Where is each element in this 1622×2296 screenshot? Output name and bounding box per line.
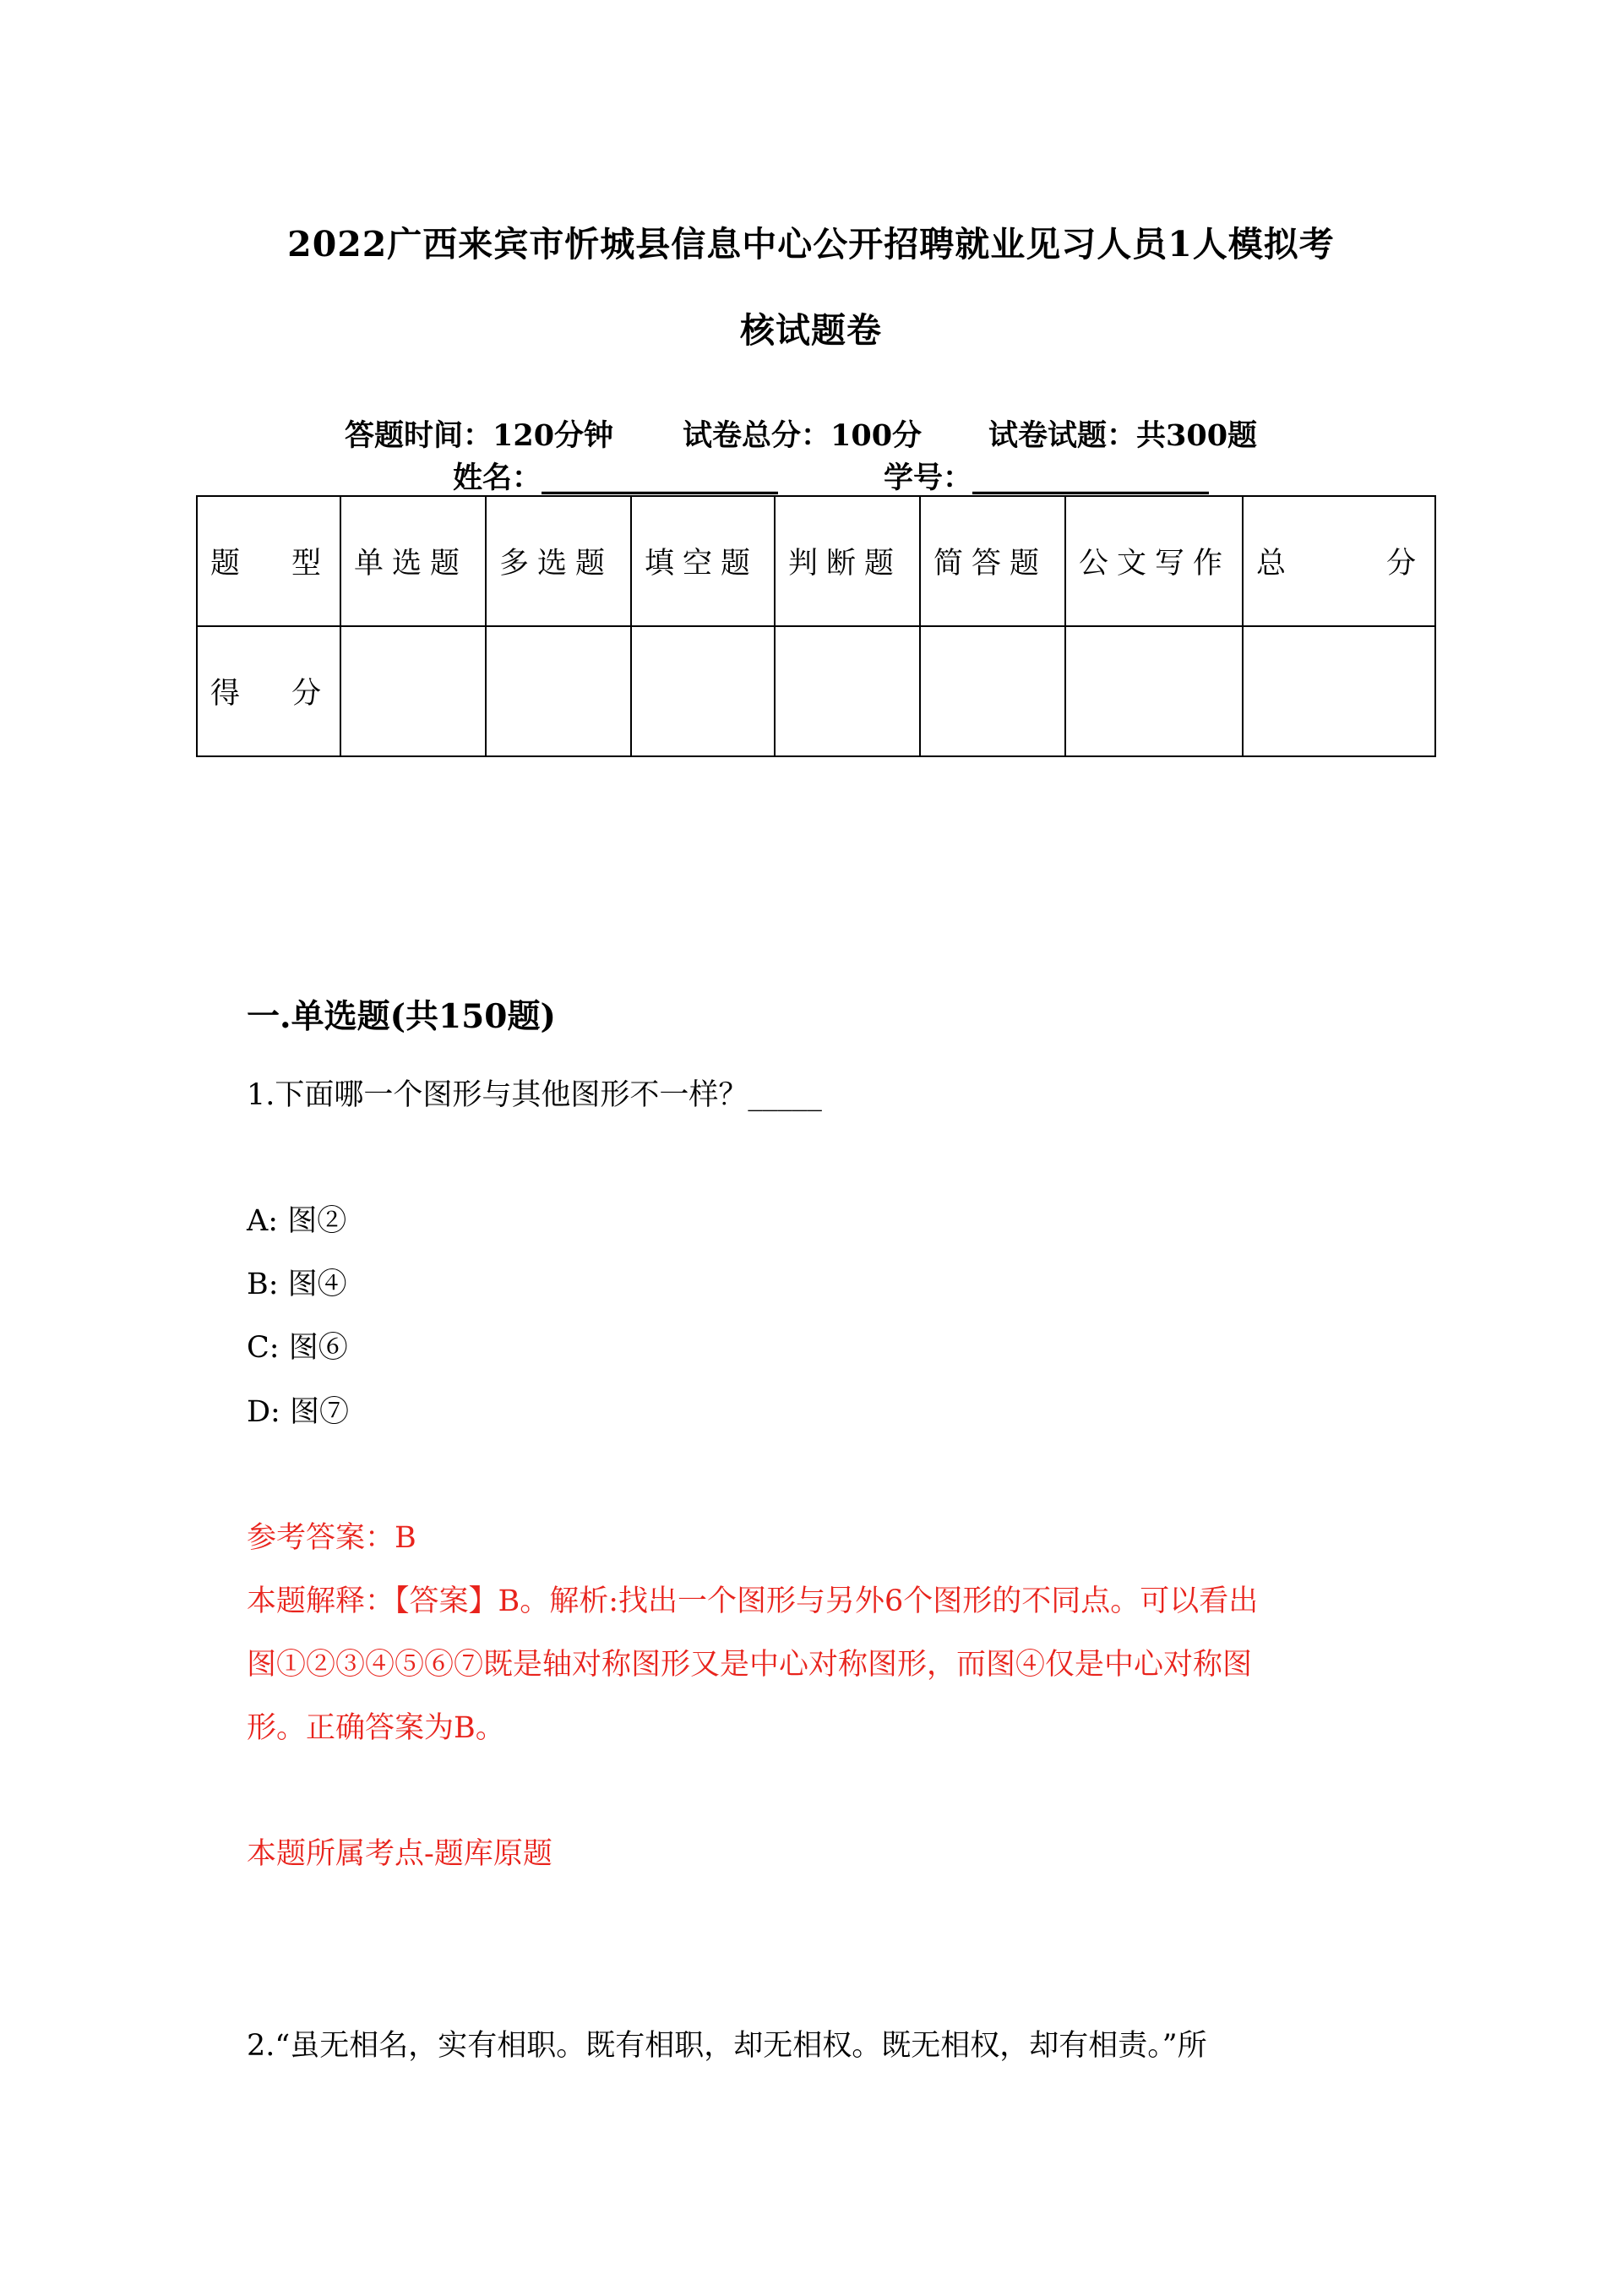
name-field: 姓名：________________ <box>453 461 779 495</box>
explanation-line-3: 形。正确答案为B。 <box>247 1711 505 1745</box>
col-short-answer: 简答题 <box>920 496 1065 626</box>
score-label-cell <box>197 626 340 756</box>
col-true-false: 判断题 <box>775 496 920 626</box>
exam-time: 答题时间：120分钟 <box>345 418 614 453</box>
option-d: D: 图⑦ <box>247 1395 349 1429</box>
col-fill-blank: 填空题 <box>631 496 775 626</box>
table-score-row <box>197 626 1435 756</box>
col-official-writing: 公文写作 <box>1065 496 1243 626</box>
score-cell-writing <box>1065 626 1243 756</box>
type-label-a: 题 <box>210 547 241 581</box>
option-a: A: 图② <box>247 1204 347 1238</box>
student-id-field: 学号：________________ <box>884 461 1210 495</box>
score-cell-fill <box>631 626 775 756</box>
score-cell-total <box>1243 626 1435 756</box>
section-heading: 一.单选题(共150题) <box>247 997 556 1036</box>
question-2-text: 2.“虽无相名，实有相职。既有相职，却无相权。既无相权，却有相责。”所 <box>247 2029 1207 2063</box>
total-label-b: 分 <box>1385 547 1416 581</box>
total-score: 试卷总分：100分 <box>683 418 923 453</box>
score-cell-single <box>340 626 486 756</box>
score-label-a: 得 <box>210 677 241 711</box>
document-title-line2: 核试题卷 <box>740 310 882 351</box>
score-cell-short <box>920 626 1065 756</box>
total-label-cell <box>1243 496 1435 626</box>
knowledge-point: 本题所属考点-题库原题 <box>247 1837 552 1871</box>
score-cell-multi <box>486 626 631 756</box>
table-header-row <box>197 496 1435 626</box>
score-table <box>196 495 1436 757</box>
document-title-line1: 2022广西来宾市忻城县信息中心公开招聘就业见习人员1人模拟考 <box>287 224 1335 265</box>
type-label-cell <box>197 496 340 626</box>
option-b: B: 图④ <box>247 1268 347 1301</box>
col-multi-choice: 多选题 <box>486 496 631 626</box>
option-c: C: 图⑥ <box>247 1331 348 1365</box>
explanation-line-1: 本题解释：【答案】B。解析:找出一个图形与另外6个图形的不同点。可以看出 <box>247 1584 1259 1618</box>
type-label-b: 型 <box>291 547 321 581</box>
question-count: 试卷试题：共300题 <box>988 418 1258 453</box>
explanation-line-2: 图①②③④⑤⑥⑦既是轴对称图形又是中心对称图形，而图④仅是中心对称图 <box>247 1648 1253 1682</box>
total-label-a: 总 <box>1256 547 1287 581</box>
score-label-b: 分 <box>291 677 321 711</box>
score-cell-judge <box>775 626 920 756</box>
reference-answer: 参考答案：B <box>247 1521 416 1555</box>
col-single-choice: 单选题 <box>340 496 486 626</box>
question-1-text: 1.下面哪一个图形与其他图形不一样？_____ <box>247 1078 822 1112</box>
